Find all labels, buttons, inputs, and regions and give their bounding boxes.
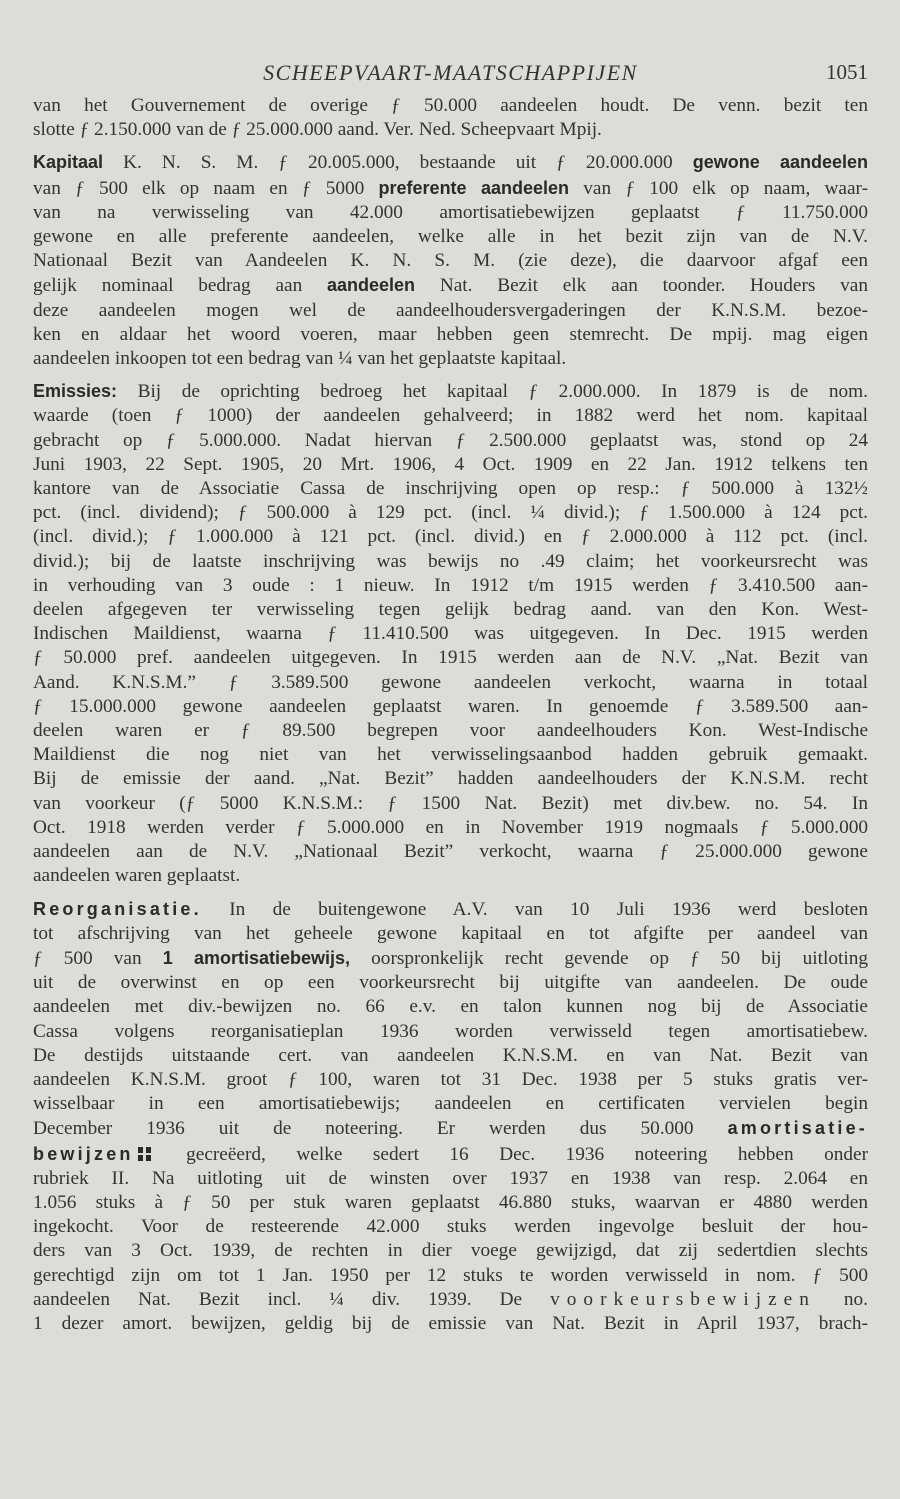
- text-line: waarde (toen ƒ 1000) der aandeelen gehalveerd; in 1882 werd het nom. kapitaal: [33, 405, 868, 427]
- text-line: gebracht op ƒ 5.000.000. Nadat hiervan ƒ 2.500.000 geplaatst was, stond op 24: [33, 429, 868, 451]
- running-header: [33, 60, 868, 90]
- text-line: Maildienst die nog niet van het verwisselingsaanbod hadden gebruik gemaakt.: [33, 744, 868, 766]
- text-line: [33, 150, 868, 175]
- spaced-term: voorkeursbewijzen: [550, 1288, 816, 1310]
- text-line: [33, 1288, 868, 1312]
- text-line: Bij de emissie der aand. „Nat. Bezit” hadden aandeelhouders der K.N.S.M. recht: [33, 768, 868, 790]
- text-run: gelijk nominaal bedrag aan: [33, 275, 327, 297]
- text-line: ƒ 15.000.000 gewone aandeelen geplaatst waren. In genoemde ƒ 3.589.500 aan-: [33, 695, 868, 717]
- text-line: ken en aldaar het woord voeren, maar hebben geen stemrecht. De mpij. mag eigen: [33, 323, 868, 345]
- text-line: gewone en alle preferente aandeelen, welke alle in het bezit zijn van de N.V.: [33, 226, 868, 248]
- text-line: aandeelen aan de N.V. „Nationaal Bezit” verkocht, waarna ƒ 25.000.000 gewone: [33, 841, 868, 863]
- text-line: Cassa volgens reorganisatieplan 1936 worden verwisseld tegen amortisatiebew.: [33, 1020, 868, 1042]
- text-line: (incl. divid.); ƒ 1.000.000 à 121 pct. (incl. divid.) en ƒ 2.000.000 à 112 pct. (incl.: [33, 526, 868, 548]
- bold-term: preferente aandeelen: [378, 177, 570, 198]
- text-line: wisselbaar in een amortisatiebewijs; aandeelen en certificaten vervielen begin: [33, 1093, 868, 1115]
- paragraph-continuation: [33, 94, 868, 142]
- spaced-term: amortisatie-: [727, 1118, 868, 1139]
- text-line: [33, 1116, 868, 1141]
- text-line: van het Gouvernement de overige ƒ 50.000 aandeelen houdt. De venn. bezit ten: [33, 95, 868, 116]
- text-line: Juni 1903, 22 Sept. 1905, 20 Mrt. 1906, 4 Oct. 1909 en 22 Jan. 1912 telkens ten: [33, 453, 868, 475]
- text-line: van voorkeur (ƒ 5000 K.N.S.M.: ƒ 1500 Nat. Bezit) met div.bew. no. 54. In: [33, 792, 868, 814]
- text-run: K. N. S. M. ƒ 20.005.000, bestaande uit ƒ 20.000.000: [103, 152, 693, 174]
- text-run: no.: [815, 1288, 868, 1310]
- text-line: Oct. 1918 werden verder ƒ 5.000.000 en in November 1919 nogmaals ƒ 5.000.000: [33, 816, 868, 838]
- text-line: Indischen Maildienst, waarna ƒ 11.410.500 was uitgegeven. In Dec. 1915 werden: [33, 623, 868, 645]
- text-line: aandeelen K.N.S.M. groot ƒ 100, waren tot 31 Dec. 1938 per 5 stuks gratis ver-: [33, 1068, 868, 1090]
- section-label-emissies: Emissies:: [33, 381, 118, 402]
- text-run: ƒ 500 van: [33, 947, 163, 969]
- bold-term: 1 amortisatiebewijs,: [162, 947, 351, 968]
- text-line: deelen waren er ƒ 89.500 begrepen voor aandeelhouders Kon. West-Indische: [33, 720, 868, 742]
- text-line: van na verwisseling van 42.000 amortisatiebewijzen geplaatst ƒ 11.750.000: [33, 201, 868, 223]
- text-line: aandeelen waren geplaatst.: [33, 865, 241, 887]
- text-line: deze aandeelen mogen wel de aandeelhoudersvergaderingen der K.N.S.M. bezoe-: [33, 299, 868, 321]
- text-line: deelen afgegeven ter verwisseling tegen gelijk bedrag aand. van den Kon. West-: [33, 599, 868, 621]
- text-line: 1 dezer amort. bewijzen, geldig bij de emissie van Nat. Bezit in April 1937, brach-: [33, 1312, 868, 1334]
- section-label-reorganisatie: Reorganisatie.: [33, 898, 202, 919]
- text-line: slotte ƒ 2.150.000 van de ƒ 25.000.000 aand. Ver. Ned. Scheepvaart Mpij.: [33, 119, 602, 141]
- text-line: aandeelen inkoopen tot een bedrag van ¼ van het geplaatste kapitaal.: [33, 348, 567, 370]
- text-line: De destijds uitstaande cert. van aandeelen K.N.S.M. en van Nat. Bezit van: [33, 1044, 868, 1066]
- text-run: gecreëerd, welke sedert 16 Dec. 1936 noteering hebben onder: [155, 1143, 868, 1165]
- paragraph-reorganisatie: [33, 897, 868, 1337]
- text-run: December 1936 uit de noteering. Er werden dus 50.000: [33, 1118, 728, 1140]
- text-line: uit de overwinst en op een voorkeursrecht bij uitgifte van aandeelen. De oude: [33, 972, 868, 994]
- page-number: 1051: [826, 60, 868, 84]
- text-line: ƒ 50.000 pref. aandeelen uitgegeven. In 1915 werden aan de N.V. „Nat. Bezit van: [33, 647, 868, 669]
- listing-mark-icon: [137, 1145, 153, 1163]
- bold-term: gewone aandeelen: [692, 152, 868, 173]
- running-title: SCHEEPVAART-MAATSCHAPPIJEN: [263, 60, 638, 85]
- text-line: ingekocht. Voor de resteerende 42.000 stuks werden ingevolge besluit der hou-: [33, 1216, 868, 1238]
- text-line: ders van 3 Oct. 1939, de rechten in dier voege gewijzigd, dat zij sedertdien slechts: [33, 1240, 868, 1262]
- text-line: kantore van de Associatie Cassa de inschrijving open op resp.: ƒ 500.000 à 132½: [33, 478, 868, 500]
- text-line: Nationaal Bezit van Aandeelen K. N. S. M. (zie deze), die daarvoor afgaf een: [33, 250, 868, 272]
- text-line: in verhouding van 3 oude : 1 nieuw. In 1912 t/m 1915 werden ƒ 3.410.500 aan-: [33, 574, 868, 596]
- text-line: 1.056 stuks à ƒ 50 per stuk waren geplaatst 46.880 stuks, waarvan er 4880 werden: [33, 1191, 868, 1213]
- text-line: [33, 946, 868, 971]
- text-run: oorspronkelijk recht gevende op ƒ 50 bij uitloting: [350, 947, 868, 969]
- section-label-kapitaal: Kapitaal: [33, 152, 104, 173]
- text-run: Bij de oprichting bedroeg het kapitaal ƒ 2.000.000. In 1879 is de nom.: [117, 381, 868, 403]
- text-line: rubriek II. Na uitloting uit de winsten over 1937 en 1938 van resp. 2.064 en: [33, 1167, 868, 1189]
- text-line: divid.); bij de laatste inschrijving was bewijs no .49 claim; het voorkeursrecht was: [33, 550, 868, 572]
- bold-term: aandeelen: [327, 275, 416, 296]
- text-line: [33, 379, 868, 404]
- spaced-term: bewijzen: [33, 1143, 134, 1164]
- paragraph-emissies: [33, 379, 868, 888]
- text-run: In de buitengewone A.V. van 10 Juli 1936 werd besloten: [201, 898, 868, 920]
- text-line: Aand. K.N.S.M.” ƒ 3.589.500 gewone aandeelen verkocht, waarna in totaal: [33, 671, 868, 693]
- text-run: Nat. Bezit elk aan toonder. Houders van: [415, 275, 868, 297]
- text-run: aandeelen Nat. Bezit incl. ¼ div. 1939. De: [33, 1288, 551, 1310]
- text-run: van ƒ 100 elk op naam, waar-: [569, 177, 868, 199]
- paragraph-kapitaal: [33, 150, 868, 371]
- text-line: gerechtigd zijn om tot 1 Jan. 1950 per 12 stuks te worden verwisseld in nom. ƒ 500: [33, 1264, 868, 1286]
- text-line: aandeelen met div.-bewijzen no. 66 e.v. en talon kunnen nog bij de Associatie: [33, 996, 868, 1018]
- text-line: [33, 1142, 868, 1167]
- text-line: [33, 897, 868, 922]
- text-line: pct. (incl. dividend); ƒ 500.000 à 129 pct. (incl. ¼ divid.); ƒ 1.500.000 à 124 pct.: [33, 502, 868, 524]
- text-line: [33, 273, 868, 298]
- text-line: [33, 176, 868, 201]
- text-line: tot afschrijving van het geheele gewone kapitaal en tot afgifte per aandeel van: [33, 922, 868, 944]
- text-run: van ƒ 500 elk op naam en ƒ 5000: [33, 177, 379, 199]
